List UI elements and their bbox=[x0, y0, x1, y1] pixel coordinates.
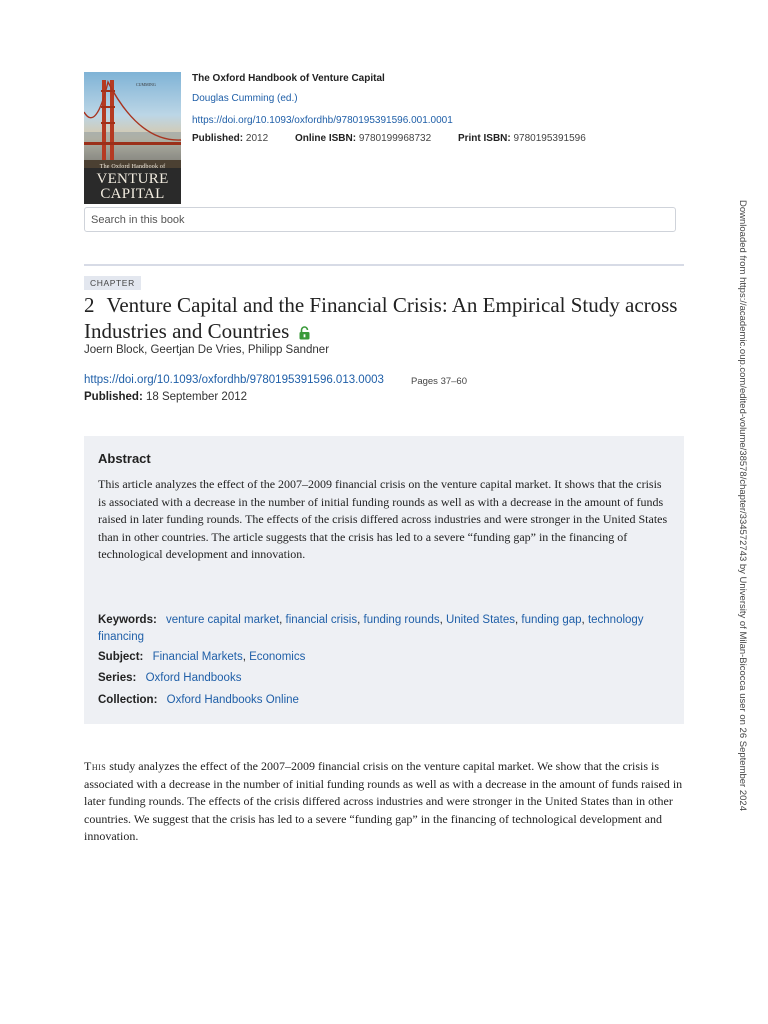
chapter-authors: Joern Block, Geertjan De Vries, Philipp Sandner bbox=[84, 344, 330, 356]
collection-row bbox=[98, 694, 299, 706]
section-divider bbox=[84, 264, 684, 266]
download-notice bbox=[736, 200, 750, 830]
print-isbn-label: Print ISBN: bbox=[457, 133, 511, 144]
keyword-link[interactable]: technology financing bbox=[98, 614, 644, 643]
search-placeholder: Search in this book bbox=[91, 214, 185, 226]
book-published-label: Published: bbox=[192, 133, 244, 144]
keyword-link[interactable]: United States bbox=[445, 614, 516, 626]
collection-label: Collection: bbox=[98, 694, 158, 706]
body-paragraph: study analyzes the effect of the 2007–2009 financial crisis on the venture capital market. We show that the crisis is associated with a decrease in the number of initial funding rounds as well as with a decrease in the amount of funds raised in later funding rounds. The effects of the crisis differed across industries and were stronger in the United States than in other countries. We suggest that the crisis has led to a severe “funding gap” in the financing of technological development and innovation. bbox=[84, 759, 683, 844]
cover-title-small: The Oxford Handbook of bbox=[99, 164, 166, 170]
chapter-body-text bbox=[84, 758, 684, 846]
book-published bbox=[192, 134, 268, 144]
open-access-lock-icon bbox=[299, 320, 310, 346]
collection-link[interactable]: Oxford Handbooks Online bbox=[166, 694, 299, 706]
keywords-label: Keywords: bbox=[98, 614, 157, 626]
body-lead-word: This bbox=[84, 759, 107, 773]
cover-title-line-1: VENTURE bbox=[96, 171, 169, 187]
chapter-published-label: Published: bbox=[84, 391, 143, 403]
book-doi-link[interactable]: https://doi.org/10.1093/oxfordhb/9780195391596.001.0001 bbox=[192, 115, 453, 126]
abstract-heading: Abstract bbox=[98, 451, 151, 466]
book-header bbox=[84, 72, 684, 206]
subject-link[interactable]: Economics bbox=[249, 651, 306, 663]
chapter-pages: Pages 37–60 bbox=[411, 376, 467, 387]
chapter-doi-link[interactable]: https://doi.org/10.1093/oxfordhb/9780195391596.013.0003 bbox=[84, 374, 384, 386]
chapter-published bbox=[84, 391, 247, 403]
book-title: The Oxford Handbook of Venture Capital bbox=[192, 73, 385, 84]
search-in-book-input[interactable] bbox=[84, 207, 676, 232]
abstract-panel bbox=[84, 436, 684, 724]
cover-editor-name: CUMMING bbox=[136, 82, 156, 87]
abstract-text: This article analyzes the effect of the 2007–2009 financial crisis on the venture capital market. It shows that the crisis is associated with a decrease in the number of initial funding rounds as well as with a decrease in the amount of funds raised in later funding rounds. The effects of the crisis differed across industries and were stronger in the United States than in other countries. The article suggests that the crisis has led to a severe “funding gap” in the financing of technological development and innovation. bbox=[98, 477, 668, 562]
subject-row: Subject: Financial Markets, Economics bbox=[98, 651, 306, 663]
book-editor-link[interactable]: Douglas Cumming (ed.) bbox=[192, 93, 298, 104]
chapter-title-text: Venture Capital and the Financial Crisis: An Empirical Study across Industries and Countries bbox=[84, 293, 678, 343]
keyword-link[interactable]: venture capital market bbox=[166, 614, 280, 626]
book-online-isbn bbox=[295, 134, 431, 144]
keyword-link[interactable]: financial crisis bbox=[285, 614, 358, 626]
online-isbn-label: Online ISBN: bbox=[294, 133, 357, 144]
chapter-number: 2 bbox=[84, 293, 95, 317]
download-notice-text: Downloaded from https://academic.oup.com/edited-volume/38578/chapter/334572743 by University of Milan-Bicocca user on 26 September 2024 bbox=[737, 200, 748, 811]
series-row bbox=[98, 672, 241, 684]
chapter-title bbox=[84, 292, 684, 346]
series-label: Series: bbox=[98, 672, 137, 684]
cover-title bbox=[84, 164, 181, 202]
series-link[interactable]: Oxford Handbooks bbox=[145, 672, 242, 684]
book-published-value: 2012 bbox=[245, 133, 269, 144]
online-isbn-value: 9780199968732 bbox=[358, 133, 432, 144]
keyword-link[interactable]: funding gap bbox=[521, 614, 582, 626]
keywords-row: Keywords: venture capital market, financial crisis, funding rounds, United States, funding gap, technology financing bbox=[98, 614, 644, 643]
chapter-tag: CHAPTER bbox=[84, 276, 141, 290]
book-meta bbox=[192, 134, 610, 144]
cover-title-line-2: CAPITAL bbox=[100, 186, 165, 202]
subject-link[interactable]: Financial Markets bbox=[152, 651, 243, 663]
keyword-link[interactable]: funding rounds bbox=[363, 614, 440, 626]
book-print-isbn bbox=[458, 134, 586, 144]
print-isbn-value: 9780195391596 bbox=[513, 133, 586, 144]
chapter-published-value: 18 September 2012 bbox=[145, 391, 248, 403]
subject-label: Subject: bbox=[98, 651, 144, 663]
book-cover-image[interactable] bbox=[84, 72, 181, 204]
